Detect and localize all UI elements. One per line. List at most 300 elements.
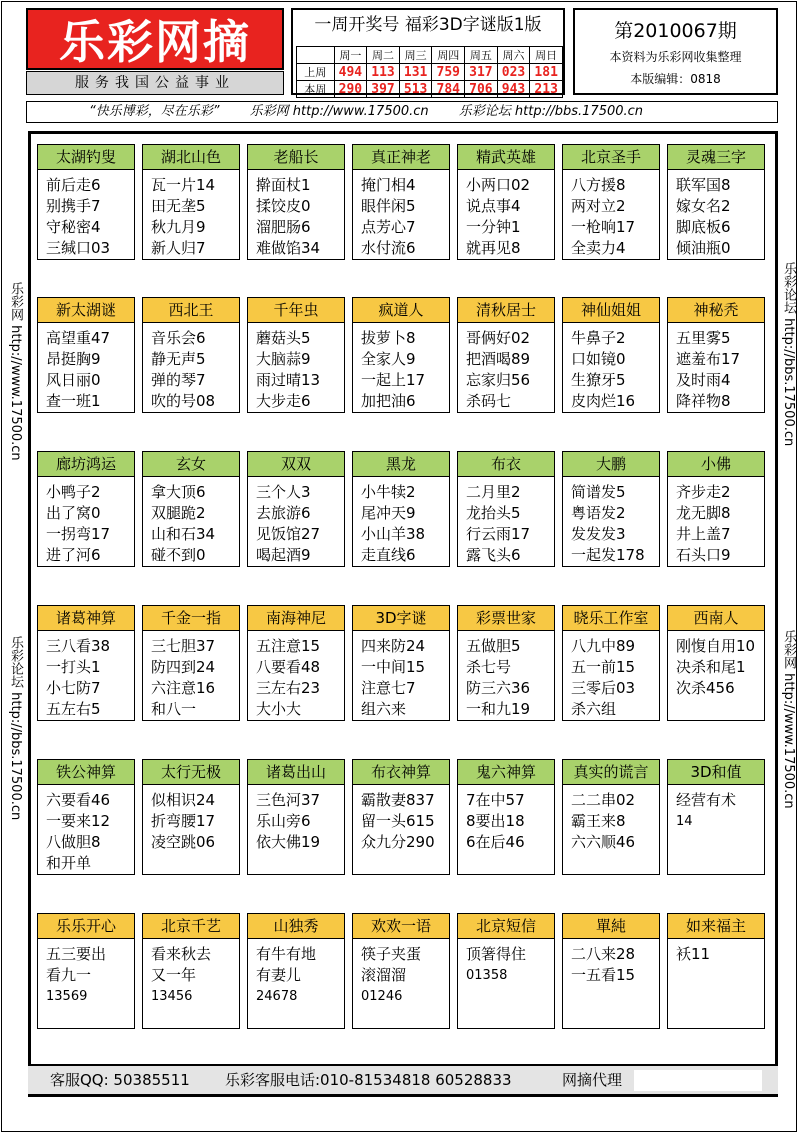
card-line: 出了窝0 bbox=[46, 504, 101, 522]
draw-table bbox=[296, 46, 563, 98]
card-line: 擀面杖1 bbox=[256, 176, 311, 194]
card-line: 小七防7 bbox=[46, 679, 101, 697]
site-link[interactable]: 乐彩网 http://www.17500.cn bbox=[249, 104, 429, 119]
card-line: 二月里2 bbox=[466, 483, 521, 501]
card-line: 小鸭子2 bbox=[46, 483, 101, 501]
card-line: 滚溜溜 bbox=[361, 966, 407, 984]
card-title: 清秋居士 bbox=[458, 298, 554, 323]
puzzle-card bbox=[142, 451, 240, 567]
card-line: 吹的号08 bbox=[151, 392, 216, 410]
card-line: 一要来12 bbox=[46, 812, 111, 830]
puzzle-card bbox=[562, 144, 660, 260]
card-line: 静无声5 bbox=[151, 350, 206, 368]
card-line: 揉饺皮0 bbox=[256, 197, 311, 215]
card-line: 8要出18 bbox=[466, 812, 525, 830]
card-title: 3D字谜 bbox=[353, 606, 449, 631]
card-line: 八方援8 bbox=[571, 176, 626, 194]
card-line: 三色河37 bbox=[256, 791, 321, 809]
card-title: 布衣神算 bbox=[353, 760, 449, 785]
card-line: 留一头615 bbox=[361, 812, 435, 830]
draw-number: 113 bbox=[367, 64, 400, 81]
card-line: 齐步走2 bbox=[676, 483, 731, 501]
card-title: 铁公神算 bbox=[38, 760, 134, 785]
card-line: 一拐弯17 bbox=[46, 525, 111, 543]
card-lines bbox=[571, 944, 655, 986]
puzzle-card bbox=[37, 144, 135, 260]
card-lines bbox=[676, 790, 760, 832]
card-line: 有牛有地 bbox=[256, 945, 317, 963]
card-line: 五注意15 bbox=[256, 637, 321, 655]
card-line: 生獠牙5 bbox=[571, 371, 626, 389]
card-line: 瓦一片14 bbox=[151, 176, 216, 194]
this-week-label: 本周 bbox=[297, 81, 335, 98]
card-title: 真正神老 bbox=[353, 145, 449, 170]
card-lines bbox=[571, 790, 655, 853]
card-line: 凌空跳06 bbox=[151, 833, 216, 851]
puzzle-card bbox=[667, 144, 765, 260]
puzzle-card bbox=[142, 144, 240, 260]
puzzle-card bbox=[667, 759, 765, 875]
card-line: 次杀456 bbox=[676, 679, 735, 697]
card-line: 看来秋去 bbox=[151, 945, 212, 963]
card-line: 袄11 bbox=[676, 945, 711, 963]
card-title: 彩票世家 bbox=[458, 606, 554, 631]
card-title: 3D和值 bbox=[668, 760, 764, 785]
card-line: 组六来 bbox=[361, 700, 407, 718]
agent-label: 网摘代理 bbox=[562, 1071, 623, 1089]
card-line: 三左右23 bbox=[256, 679, 321, 697]
puzzle-card bbox=[247, 297, 345, 413]
puzzle-card bbox=[142, 913, 240, 1029]
puzzle-card bbox=[457, 297, 555, 413]
card-line: 一五看15 bbox=[571, 966, 636, 984]
puzzle-card bbox=[247, 144, 345, 260]
card-title: 乐乐开心 bbox=[38, 914, 134, 939]
card-title: 如来福主 bbox=[668, 914, 764, 939]
card-title: 單純 bbox=[563, 914, 659, 939]
day-header: 周三 bbox=[399, 47, 432, 64]
card-line: 众九分290 bbox=[361, 833, 435, 851]
card-title: 千金一指 bbox=[143, 606, 239, 631]
draw-number: 181 bbox=[530, 64, 563, 81]
card-line: 防四到24 bbox=[151, 658, 216, 676]
card-line: 别携手7 bbox=[46, 197, 101, 215]
card-line: 13456 bbox=[151, 989, 193, 1004]
card-title: 小佛 bbox=[668, 452, 764, 477]
card-line: 说点事4 bbox=[466, 197, 521, 215]
card-line: 一打头1 bbox=[46, 658, 101, 676]
card-line: 一中间15 bbox=[361, 658, 426, 676]
card-line: 杀七号 bbox=[466, 658, 512, 676]
card-line: 一起上17 bbox=[361, 371, 426, 389]
card-line: 脚底板6 bbox=[676, 218, 731, 236]
card-lines bbox=[46, 944, 130, 1007]
draw-number: 513 bbox=[399, 81, 432, 98]
day-header: 周四 bbox=[432, 47, 465, 64]
card-title: 神仙姐姐 bbox=[563, 298, 659, 323]
card-line: 喝起酒9 bbox=[256, 546, 311, 564]
side-text-right-top: 乐彩论坛 http://bbs.17500.cn bbox=[781, 262, 796, 447]
card-lines bbox=[46, 328, 130, 412]
card-lines bbox=[571, 328, 655, 412]
card-lines bbox=[571, 636, 655, 720]
card-title: 灵魂三字 bbox=[668, 145, 764, 170]
card-lines bbox=[361, 790, 445, 853]
card-line: 弹的琴7 bbox=[151, 371, 206, 389]
last-week-label: 上周 bbox=[297, 64, 335, 81]
card-lines bbox=[151, 790, 235, 853]
card-title: 疯道人 bbox=[353, 298, 449, 323]
card-lines bbox=[151, 175, 235, 259]
card-title: 太湖钓叟 bbox=[38, 145, 134, 170]
card-line: 降祥物8 bbox=[676, 392, 731, 410]
card-lines bbox=[466, 790, 550, 853]
puzzle-card bbox=[352, 297, 450, 413]
card-line: 一分钟1 bbox=[466, 218, 521, 236]
puzzle-card bbox=[457, 451, 555, 567]
card-title: 诸葛神算 bbox=[38, 606, 134, 631]
day-header: 周二 bbox=[367, 47, 400, 64]
card-line: 八要看48 bbox=[256, 658, 321, 676]
side-text-right-bottom: 乐彩网 http://www.17500.cn bbox=[781, 630, 796, 809]
card-line: 牛鼻子2 bbox=[571, 329, 626, 347]
card-title: 欢欢一语 bbox=[353, 914, 449, 939]
weekly-draw-panel bbox=[291, 8, 565, 95]
card-line: 和开单 bbox=[46, 854, 92, 872]
card-line: 大步走6 bbox=[256, 392, 311, 410]
day-header: 周五 bbox=[465, 47, 498, 64]
card-lines bbox=[676, 482, 760, 566]
card-line: 行云雨17 bbox=[466, 525, 531, 543]
card-line: 01358 bbox=[466, 968, 508, 983]
draw-number: 784 bbox=[432, 81, 465, 98]
card-line: 八做胆8 bbox=[46, 833, 101, 851]
card-line: 露飞头6 bbox=[466, 546, 521, 564]
card-line: 水付流6 bbox=[361, 239, 416, 257]
card-line: 高望重47 bbox=[46, 329, 111, 347]
card-line: 小两口02 bbox=[466, 176, 531, 194]
card-lines bbox=[571, 175, 655, 259]
card-lines bbox=[151, 328, 235, 412]
card-line: 又一年 bbox=[151, 966, 197, 984]
card-line: 一起发178 bbox=[571, 546, 645, 564]
card-line: 五里雾5 bbox=[676, 329, 731, 347]
card-line: 三七胆37 bbox=[151, 637, 216, 655]
card-line: 难做馅34 bbox=[256, 239, 321, 257]
card-line: 尾冲天9 bbox=[361, 504, 416, 522]
card-line: 新人归7 bbox=[151, 239, 206, 257]
card-line: 溜肥肠6 bbox=[256, 218, 311, 236]
card-line: 石头口9 bbox=[676, 546, 731, 564]
card-line: 看九一 bbox=[46, 966, 92, 984]
card-lines bbox=[466, 482, 550, 566]
card-line: 折弯腰17 bbox=[151, 812, 216, 830]
card-title: 玄女 bbox=[143, 452, 239, 477]
card-line: 7在中57 bbox=[466, 791, 525, 809]
card-line: 遮羞布17 bbox=[676, 350, 741, 368]
card-line: 查一班1 bbox=[46, 392, 101, 410]
card-line: 14 bbox=[676, 814, 693, 829]
card-line: 霸王来8 bbox=[571, 812, 626, 830]
puzzle-card bbox=[37, 605, 135, 721]
card-lines bbox=[466, 175, 550, 259]
card-line: 见饭馆27 bbox=[256, 525, 321, 543]
card-line: 13569 bbox=[46, 989, 88, 1004]
card-line: 三八看38 bbox=[46, 637, 111, 655]
card-title: 北京千艺 bbox=[143, 914, 239, 939]
card-lines bbox=[256, 175, 340, 259]
card-lines bbox=[361, 175, 445, 259]
draw-number: 317 bbox=[465, 64, 498, 81]
card-lines bbox=[571, 482, 655, 566]
card-title: 精武英雄 bbox=[458, 145, 554, 170]
draw-number: 759 bbox=[432, 64, 465, 81]
puzzle-card bbox=[247, 759, 345, 875]
card-title: 西南人 bbox=[668, 606, 764, 631]
card-line: 秋九月9 bbox=[151, 218, 206, 236]
draw-number: 290 bbox=[334, 81, 367, 98]
card-line: 眼伴闲5 bbox=[361, 197, 416, 215]
card-line: 六注意16 bbox=[151, 679, 216, 697]
card-line: 就再见8 bbox=[466, 239, 521, 257]
puzzle-card bbox=[667, 913, 765, 1029]
card-title: 大鹏 bbox=[563, 452, 659, 477]
day-header: 周一 bbox=[334, 47, 367, 64]
puzzle-card bbox=[37, 297, 135, 413]
card-title: 北京圣手 bbox=[563, 145, 659, 170]
puzzle-card bbox=[352, 451, 450, 567]
card-title: 黑龙 bbox=[353, 452, 449, 477]
puzzle-card bbox=[352, 605, 450, 721]
draw-number: 494 bbox=[334, 64, 367, 81]
card-line: 风日丽0 bbox=[46, 371, 101, 389]
puzzle-card bbox=[457, 913, 555, 1029]
card-line: 五左右5 bbox=[46, 700, 101, 718]
card-line: 田无垄5 bbox=[151, 197, 206, 215]
card-line: 6在后46 bbox=[466, 833, 525, 851]
card-line: 掩门相4 bbox=[361, 176, 416, 194]
card-title: 神秘秃 bbox=[668, 298, 764, 323]
card-line: 有妻儿 bbox=[256, 966, 302, 984]
motto: “快乐博彩，尽在乐彩” bbox=[89, 104, 220, 119]
card-lines bbox=[256, 636, 340, 720]
service-qq: 客服QQ: 50385511 bbox=[50, 1071, 190, 1089]
card-line: 六要看46 bbox=[46, 791, 111, 809]
card-title: 布衣 bbox=[458, 452, 554, 477]
card-line: 两对立2 bbox=[571, 197, 626, 215]
card-line: 大脑蒜9 bbox=[256, 350, 311, 368]
card-line: 注意七7 bbox=[361, 679, 416, 697]
card-title: 新太湖谜 bbox=[38, 298, 134, 323]
link-bar bbox=[26, 101, 778, 123]
service-phone: 乐彩客服电话:010-81534818 60528833 bbox=[225, 1071, 512, 1089]
card-title: 太行无极 bbox=[143, 760, 239, 785]
card-line: 雨过晴13 bbox=[256, 371, 321, 389]
card-title: 北京短信 bbox=[458, 914, 554, 939]
draw-title: 一周开奖号 福彩3D字谜版1版 bbox=[314, 15, 542, 35]
card-title: 双双 bbox=[248, 452, 344, 477]
puzzle-card bbox=[562, 451, 660, 567]
card-lines bbox=[466, 328, 550, 412]
card-title: 老船长 bbox=[248, 145, 344, 170]
card-lines bbox=[151, 636, 235, 720]
card-line: 粤语发2 bbox=[571, 504, 626, 522]
card-title: 廊坊鸿运 bbox=[38, 452, 134, 477]
card-line: 进了河6 bbox=[46, 546, 101, 564]
draw-number: 397 bbox=[367, 81, 400, 98]
card-line: 音乐会6 bbox=[151, 329, 206, 347]
puzzle-card bbox=[142, 605, 240, 721]
card-line: 杀六组 bbox=[571, 700, 617, 718]
card-line: 忘家归56 bbox=[466, 371, 531, 389]
card-lines bbox=[256, 328, 340, 412]
puzzle-card bbox=[352, 144, 450, 260]
puzzle-card bbox=[247, 451, 345, 567]
agent-blank bbox=[634, 1070, 762, 1091]
card-line: 三零后03 bbox=[571, 679, 636, 697]
card-lines bbox=[676, 636, 760, 699]
card-line: 依大佛19 bbox=[256, 833, 321, 851]
forum-link[interactable]: 乐彩论坛 http://bbs.17500.cn bbox=[458, 104, 644, 119]
card-lines bbox=[676, 175, 760, 259]
card-line: 三个人3 bbox=[256, 483, 311, 501]
puzzle-card bbox=[142, 297, 240, 413]
card-line: 小牛犊2 bbox=[361, 483, 416, 501]
puzzle-card bbox=[142, 759, 240, 875]
side-text-left-top: 乐彩网 http://www.17500.cn bbox=[8, 282, 23, 461]
card-line: 龙抬头5 bbox=[466, 504, 521, 522]
day-header: 周日 bbox=[530, 47, 563, 64]
puzzle-card bbox=[667, 605, 765, 721]
card-lines bbox=[46, 175, 130, 259]
puzzle-card bbox=[352, 913, 450, 1029]
card-line: 哥俩好02 bbox=[466, 329, 531, 347]
card-line: 乐山旁6 bbox=[256, 812, 311, 830]
puzzle-card bbox=[562, 913, 660, 1029]
card-line: 防三六36 bbox=[466, 679, 531, 697]
card-line: 五做胆5 bbox=[466, 637, 521, 655]
card-line: 五一前15 bbox=[571, 658, 636, 676]
puzzle-card bbox=[667, 297, 765, 413]
card-line: 六六顺46 bbox=[571, 833, 636, 851]
puzzle-card bbox=[457, 759, 555, 875]
draw-number: 023 bbox=[497, 64, 530, 81]
card-line: 发发发3 bbox=[571, 525, 626, 543]
card-line: 拿大顶6 bbox=[151, 483, 206, 501]
editor-line: 本版编辑：0818 bbox=[630, 72, 721, 86]
card-line: 三缄口03 bbox=[46, 239, 111, 257]
card-line: 全卖力4 bbox=[571, 239, 626, 257]
card-line: 刚愎自用10 bbox=[676, 637, 756, 655]
card-line: 蘑菇头5 bbox=[256, 329, 311, 347]
puzzle-card bbox=[562, 605, 660, 721]
card-line: 去旅游6 bbox=[256, 504, 311, 522]
puzzle-card bbox=[37, 451, 135, 567]
card-line: 山和石34 bbox=[151, 525, 216, 543]
card-line: 嫁女名2 bbox=[676, 197, 731, 215]
card-lines bbox=[256, 790, 340, 853]
draw-number: 213 bbox=[530, 81, 563, 98]
card-line: 点芳心7 bbox=[361, 218, 416, 236]
card-line: 小山羊38 bbox=[361, 525, 426, 543]
card-lines bbox=[676, 328, 760, 412]
card-title: 山独秀 bbox=[248, 914, 344, 939]
puzzle-card bbox=[457, 144, 555, 260]
footer-bar bbox=[28, 1064, 778, 1094]
card-line: 一枪响17 bbox=[571, 218, 636, 236]
card-line: 联军国8 bbox=[676, 176, 731, 194]
card-lines bbox=[256, 482, 340, 566]
card-line: 前后走6 bbox=[46, 176, 101, 194]
card-line: 全家人9 bbox=[361, 350, 416, 368]
card-title: 诸葛出山 bbox=[248, 760, 344, 785]
card-lines bbox=[361, 636, 445, 720]
card-title: 鬼六神算 bbox=[458, 760, 554, 785]
card-line: 碰不到0 bbox=[151, 546, 206, 564]
card-line: 双腿跪2 bbox=[151, 504, 206, 522]
puzzle-card bbox=[352, 759, 450, 875]
card-title: 西北王 bbox=[143, 298, 239, 323]
card-line: 八九中89 bbox=[571, 637, 636, 655]
puzzle-card bbox=[37, 913, 135, 1029]
card-lines bbox=[361, 328, 445, 412]
card-line: 似相识24 bbox=[151, 791, 216, 809]
puzzle-card bbox=[667, 451, 765, 567]
card-title: 真实的谎言 bbox=[563, 760, 659, 785]
card-line: 和八一 bbox=[151, 700, 197, 718]
card-line: 倾油瓶0 bbox=[676, 239, 731, 257]
logo bbox=[26, 8, 284, 70]
card-title: 晓乐工作室 bbox=[563, 606, 659, 631]
card-line: 24678 bbox=[256, 989, 298, 1004]
card-line: 把酒喝89 bbox=[466, 350, 531, 368]
puzzle-card bbox=[457, 605, 555, 721]
card-lines bbox=[46, 790, 130, 874]
side-text-left-bottom: 乐彩论坛 http://bbs.17500.cn bbox=[8, 636, 23, 821]
card-line: 皮肉烂16 bbox=[571, 392, 636, 410]
card-line: 01246 bbox=[361, 989, 403, 1004]
slogan: 服务我国公益事业 bbox=[26, 71, 284, 95]
puzzle-card bbox=[562, 297, 660, 413]
puzzle-card bbox=[247, 605, 345, 721]
card-line: 四来防24 bbox=[361, 637, 426, 655]
puzzle-card bbox=[247, 913, 345, 1029]
card-lines bbox=[361, 482, 445, 566]
draw-number: 943 bbox=[497, 81, 530, 98]
card-line: 二八来28 bbox=[571, 945, 636, 963]
card-line: 及时雨4 bbox=[676, 371, 731, 389]
card-lines bbox=[151, 944, 235, 1007]
card-line: 昂挺胸9 bbox=[46, 350, 101, 368]
card-line: 杀码七 bbox=[466, 392, 512, 410]
card-line: 走直线6 bbox=[361, 546, 416, 564]
draw-number: 131 bbox=[399, 64, 432, 81]
card-lines bbox=[361, 944, 445, 1007]
logo-text: 乐彩网摘 bbox=[59, 15, 251, 69]
card-lines bbox=[466, 944, 550, 986]
card-line: 龙无脚8 bbox=[676, 504, 731, 522]
card-line: 决杀和尾1 bbox=[676, 658, 746, 676]
card-lines bbox=[256, 944, 340, 1007]
issue-panel bbox=[573, 8, 778, 95]
card-lines bbox=[46, 636, 130, 720]
card-line: 霸散妻837 bbox=[361, 791, 435, 809]
card-lines bbox=[151, 482, 235, 566]
issue-number: 第2010067期 bbox=[614, 20, 737, 42]
card-line: 一和九19 bbox=[466, 700, 531, 718]
card-line: 二二串02 bbox=[571, 791, 636, 809]
card-title: 千年虫 bbox=[248, 298, 344, 323]
